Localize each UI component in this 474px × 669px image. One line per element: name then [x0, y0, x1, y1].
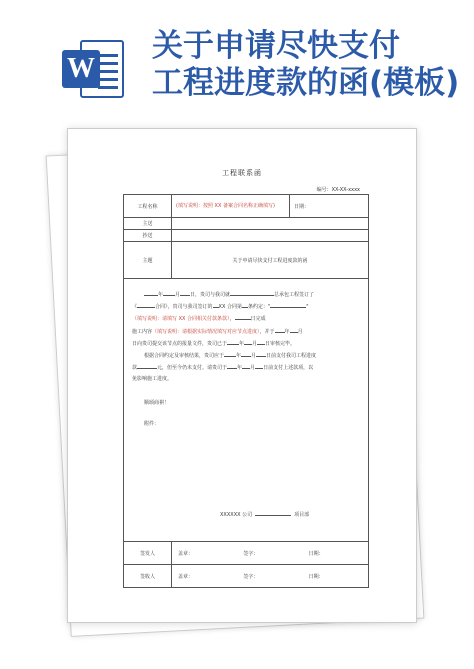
banner-header: [0, 0, 474, 118]
receiver-row: [124, 565, 368, 587]
closing-text: 顺颂商祺！: [144, 399, 170, 406]
receiver-stamp: 盖章：: [178, 573, 194, 580]
page-title-line-1: 关于申请尽快支付: [152, 28, 400, 64]
date-label: 日期：: [294, 203, 310, 210]
receiver-label: 签收人: [124, 565, 172, 587]
issuer-row: [124, 542, 368, 565]
issuer-stamp: 盖章：: [178, 550, 194, 557]
document-number: 编号：XX-XX-xxxx: [316, 187, 360, 193]
issuer-date: 日期：: [308, 550, 324, 557]
project-name-note: (填写说明：按照 XX 备案合同名称正确填写): [172, 195, 290, 217]
word-letter-badge: W: [62, 50, 100, 88]
subject-value: 关于申请尽快支付工程进度款的函: [232, 257, 308, 264]
sender-company: XXXXXX 公司 项目部: [220, 509, 309, 521]
receiver-sign: 签字：: [243, 573, 259, 580]
letter-body-row: [124, 279, 368, 542]
letter-table: [123, 194, 369, 588]
copy-send-label: 抄送: [124, 230, 172, 241]
project-name-label: 工程名称: [124, 195, 172, 217]
main-send-label: 主送: [124, 218, 172, 229]
subject-row: [124, 242, 368, 279]
letter-body: 年 月 日，贵司与我司就 总承包工程签订了 《 合同》，贵司与我司签订的 XX 合同第 条约定：" " （填写说明：请填写 XX 合同相关付款条款）， 日完成 施工内容（填写说明：请根据实际情况填写对应节点进度），并于 年 月 日向贵司提交该节点的报量文件，贵司已于 年 月 日审核完毕。 根据合同约定及审核结果，贵司应于 年 月 日前支付我司工程进度 款 元，但至今仍未支付。请贵司于 年 月 日前支付上述款项，以 免影响施工进度。 顺颂商祺！ 附件： XXXXXX 公司 项目部: [124, 279, 368, 541]
issuer-sign: 签字：: [243, 550, 259, 557]
main-send-row: [124, 218, 368, 230]
issuer-label: 签发人: [124, 542, 172, 564]
attachment-label: 附件：: [144, 420, 160, 427]
project-name-row: [124, 195, 368, 218]
document-preview[interactable]: [67, 128, 417, 623]
receiver-date: 日期：: [308, 573, 324, 580]
page-title-line-2: 工程进度款的函(模板): [152, 65, 460, 101]
subject-label: 主题: [124, 242, 172, 278]
word-document-icon: [62, 38, 126, 100]
copy-send-row: [124, 230, 368, 242]
document-title: 工程联系函: [222, 169, 262, 177]
